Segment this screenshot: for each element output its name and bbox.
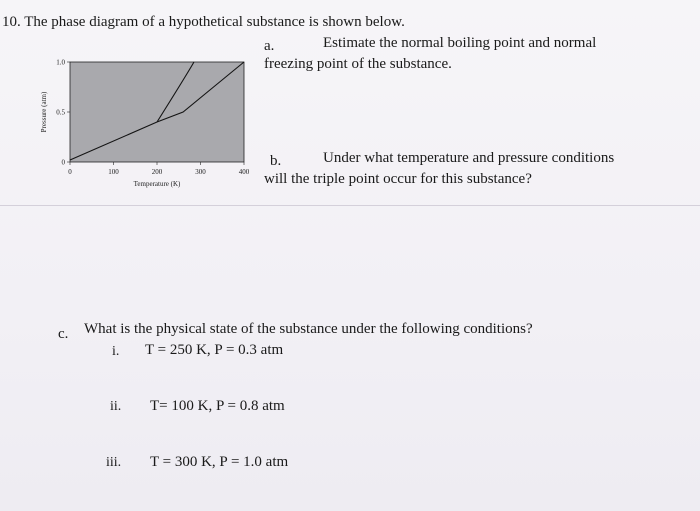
y-tick-label: 1.0 [56, 58, 65, 67]
x-tick-label: 200 [151, 168, 163, 176]
y-tick-label: 0 [61, 158, 65, 167]
part-c-letter: c. [58, 326, 69, 342]
x-tick-label: 0 [68, 168, 72, 176]
part-b-letter: b. [270, 153, 282, 169]
x-tick-label: 300 [195, 168, 206, 176]
item-i-number: i. [112, 344, 120, 359]
item-i-conditions: T = 250 K, P = 0.3 atm [145, 342, 284, 358]
plot-area [70, 62, 244, 162]
section-divider [0, 205, 700, 206]
part-a-line-1: Estimate the normal boiling point and normal [323, 35, 597, 51]
y-axis-label: Pressure (atm) [40, 91, 48, 133]
phase-diagram-svg [36, 58, 264, 198]
x-tick-label: 100 [108, 168, 119, 176]
item-iii-number: iii. [106, 455, 122, 470]
item-iii-conditions: T = 300 K, P = 1.0 atm [150, 454, 289, 470]
part-c-question: What is the physical state of the substance under the following conditions? [84, 321, 533, 337]
part-b-line-1: Under what temperature and pressure conditions [323, 150, 615, 166]
phase-diagram [36, 58, 264, 198]
part-b-line-2: will the triple point occur for this substance? [264, 171, 532, 187]
item-ii-conditions: T= 100 K, P = 0.8 atm [150, 398, 285, 414]
item-ii-number: ii. [110, 399, 122, 414]
part-a-line-2: freezing point of the substance. [264, 56, 452, 72]
x-tick-label: 400 [238, 168, 250, 176]
x-axis-label: Temperature (K) [133, 180, 181, 188]
question-title: 10. The phase diagram of a hypothetical substance is shown below. [2, 14, 405, 30]
y-tick-label: 0.5 [56, 108, 65, 117]
part-a-letter: a. [264, 38, 275, 54]
